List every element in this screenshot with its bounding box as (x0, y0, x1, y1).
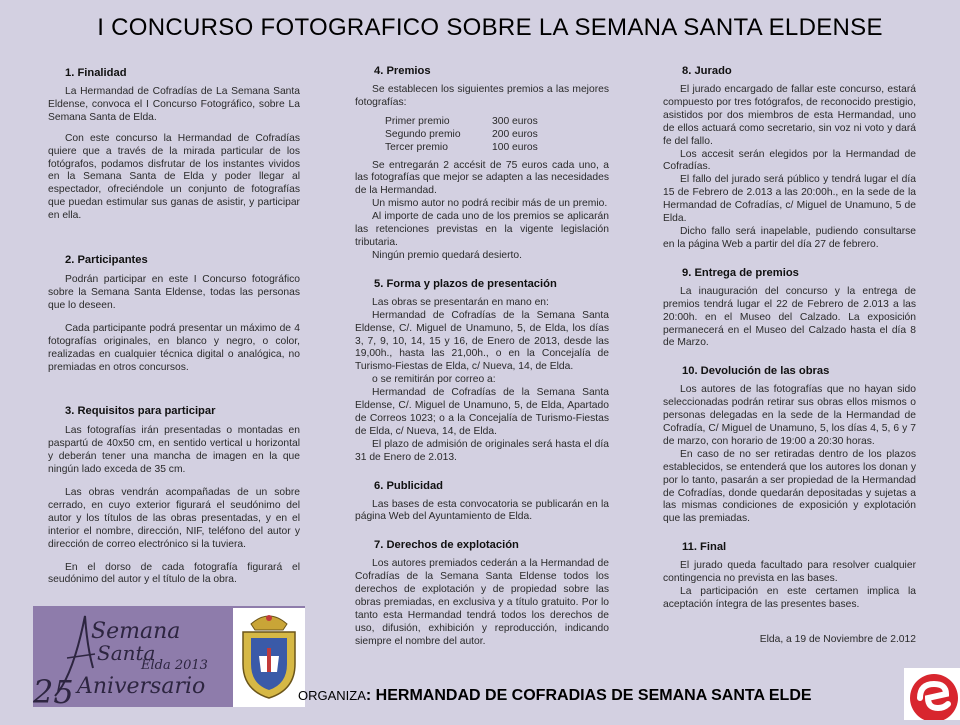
section-heading-publicidad: 6. Publicidad (374, 479, 444, 492)
logo-text-aniversario: Aniversario (77, 674, 206, 699)
paragraph: Con este concurso la Hermandad de Cofradías quiere que a través de la mirada particular de los fotógrafos, podamos disfrutar de los instantes vividos en la Semana Santa de Elda y poder llegar al espectador, ofreciéndole un conjunto de fotografías que puedan estimular sus ganas de asistir, y participar en ella. (48, 132, 300, 222)
coat-of-arms-icon (233, 608, 305, 707)
prize-label: Primer premio (385, 115, 450, 127)
anniversary-logo (33, 606, 305, 707)
paragraph: o se remitirán por correo a: (372, 374, 496, 386)
paragraph: Se establecen los siguientes premios a las mejores fotografías: (355, 84, 609, 108)
paragraph: Los autores premiados cederán a la Hermandad de Cofradías de la Semana Santa Eldense todos los derechos de explotación y de propiedad sobre las obras premiadas, en exclusiva y a título gratuito. Por lo tanto esta Hermandad tendrá todos los derechos de uso, difusión, exhibición y reproducción, indicando siempre el nombre del autor. (355, 558, 609, 647)
section-heading-final: 11. Final (682, 541, 727, 554)
paragraph: En caso de no ser retiradas dentro de los plazos establecidos, se entenderá que los autores los donan y por lo tanto, pasarán a ser propiedad de la Hermandad de Cofradías, donde quedarán depositadas y sujetas a las mismas condiciones de exposición y explotación que las premiadas. (663, 448, 916, 525)
section-heading-participantes: 2. Participantes (65, 254, 148, 267)
corner-logo-icon (904, 668, 960, 725)
paragraph: La Hermandad de Cofradías de La Semana Santa Eldense, convoca el I Concurso Fotográfico, sobre La Semana Santa de Elda. (48, 86, 300, 123)
paragraph: Las bases de esta convocatoria se publicarán en la página Web del Ayuntamiento de Elda. (355, 498, 609, 523)
logo-text-santa: Santa (97, 641, 156, 665)
page-title: I CONCURSO FOTOGRAFICO SOBRE LA SEMANA SANTA ELDENSE (97, 14, 883, 41)
prize-list (385, 116, 609, 155)
section-heading-premios: 4. Premios (374, 65, 431, 77)
prize-amount: 300 euros (492, 115, 538, 127)
prize-amount: 200 euros (492, 128, 538, 140)
section-heading-devolucion: 10. Devolución de las obras (682, 365, 830, 378)
paragraph: La participación en este certamen implica la aceptación íntegra de las presentes bases. (663, 586, 916, 610)
paragraph: En el dorso de cada fotografía figurará el seudónimo del autor y el título de la obra. (48, 561, 300, 586)
logo-text-year: Elda 2013 (141, 658, 208, 673)
paragraph: El jurado encargado de fallar este concurso, estará compuesto por tres fotógrafos, de reconocido prestigio, asistidos por dos miembros de esta Hermandad, uno de ellos actuará como secretario, sin voz ni voto y dará fe del fallo. (663, 84, 916, 147)
paragraph: Las obras se presentarán en mano en: (372, 296, 549, 308)
anniversary-logo-art (33, 606, 305, 707)
paragraph: Los autores de las fotografías que no hayan sido seleccionadas podrán retirar sus obras ellos mismos o personas delegadas en la sede de la Hermandad de Cofradía, C/ Miguel de Unamuno, 5, los días 4, 5, 6 y 7 de marzo, con horario de 19:00 a 20:30 horas. (663, 384, 916, 447)
section-heading-entrega: 9. Entrega de premios (682, 266, 799, 279)
section-heading-forma-plazos: 5. Forma y plazos de presentación (374, 277, 557, 290)
signature-date: Elda, a 19 de Noviembre de 2.012 (759, 633, 916, 645)
column-3 (663, 60, 916, 647)
logo-text-semana: Semana (91, 619, 181, 644)
paragraph: Hermandad de Cofradías de la Semana Santa Eldense, C/. Miguel de Unamuno, 5, de Elda, los días 3, 7, 9, 10, 14, 15 y 16, de Enero de 2013, desde las 19,00h., hasta las 21,00h., o en la Concejalía de Turismo-Fiestas de Elda, c/ Nueva, 14, de Elda. (355, 309, 609, 373)
paragraph: El jurado queda facultado para resolver cualquier contingencia no prevista en las bases. (663, 560, 916, 585)
paragraph: La inauguración del concurso y la entrega de premios tendrá lugar el 22 de Febrero de 2.013 a las 20:00h. en el Museo del Calzado. La exposición permanecerá en el Museo del Calzado hasta el día 8 de Marzo. (663, 285, 916, 349)
section-heading-jurado: 8. Jurado (682, 65, 732, 77)
section-heading-finalidad: 1. Finalidad (65, 67, 127, 79)
paragraph: Ningún premio quedará desierto. (372, 249, 522, 261)
organizer-name: HERMANDAD DE COFRADIAS DE SEMANA SANTA ELDE (371, 687, 812, 704)
paragraph: Cada participante podrá presentar un máximo de 4 fotografías originales, en blanco y negro, o color, realizadas en cualquier técnica digital o analógica, no premiadas en otros concursos. (48, 322, 300, 373)
organiza-label: ORGANIZA (298, 688, 366, 703)
section-heading-requisitos: 3. Requisitos para participar (65, 405, 216, 418)
column-1 (48, 60, 300, 587)
column-2 (355, 60, 609, 649)
paragraph: Las fotografías irán presentadas o montadas en paspartú de 40x50 cm, en sentido vertical u horizontal y deberán tener una mancha de imagen en la que ningún lado exceda de 35 cm. (48, 425, 300, 476)
paragraph: Hermandad de Cofradías de la Semana Santa Eldense, C/. Miguel de Unamuno, 5, de Elda, Apartado de Correos 1023; o a la Concejalía de Turismo-Fiestas de Elda, c/ Nueva, 14, de Elda. (355, 387, 609, 437)
organiza-colon: : (365, 687, 372, 704)
paragraph: Se entregarán 2 accésit de 75 euros cada uno, a las fotografías que mejor se adapten a las necesidades de la Hermandad. (355, 159, 609, 197)
organizer-line (298, 687, 812, 705)
corner-logo-art (904, 668, 960, 720)
paragraph: El fallo del jurado será público y tendrá lugar el día 15 de Febrero de 2.013 a las 20:00h., en la sede de la Hermandad de Cofradías, c/ Miguel de Unamuno, 5 de Elda. (663, 174, 916, 225)
logo-text-number: 25 (33, 673, 74, 707)
paragraph: Las obras vendrán acompañadas de un sobre cerrado, en cuyo exterior figurará el seudónimo del autor y los títulos de las obras presentadas, y en el interior el nombre, dirección, NIF, teléfono del autor y dirección de correo electrónico si la tuviera. (48, 487, 300, 550)
section-heading-derechos: 7. Derechos de explotación (374, 539, 519, 552)
paragraph: Los accesit serán elegidos por la Hermandad de Cofradías. (663, 148, 916, 173)
paragraph: Un mismo autor no podrá recibir más de un premio. (372, 198, 608, 210)
paragraph: Podrán participar en este I Concurso fotográfico sobre la Semana Santa Eldense, todas las personas que lo deseen. (48, 274, 300, 311)
paragraph: El plazo de admisión de originales será hasta el día 31 de Enero de 2.013. (355, 438, 609, 463)
prize-label: Tercer premio (385, 141, 448, 153)
paragraph: Dicho fallo será inapelable, pudiendo consultarse en la página Web a partir del día 27 de febrero. (663, 225, 916, 250)
paragraph: Al importe de cada uno de los premios se aplicarán las retenciones previstas en la vigente legislación tributaria. (355, 211, 609, 248)
prize-label: Segundo premio (385, 128, 461, 140)
prize-amount: 100 euros (492, 141, 538, 153)
